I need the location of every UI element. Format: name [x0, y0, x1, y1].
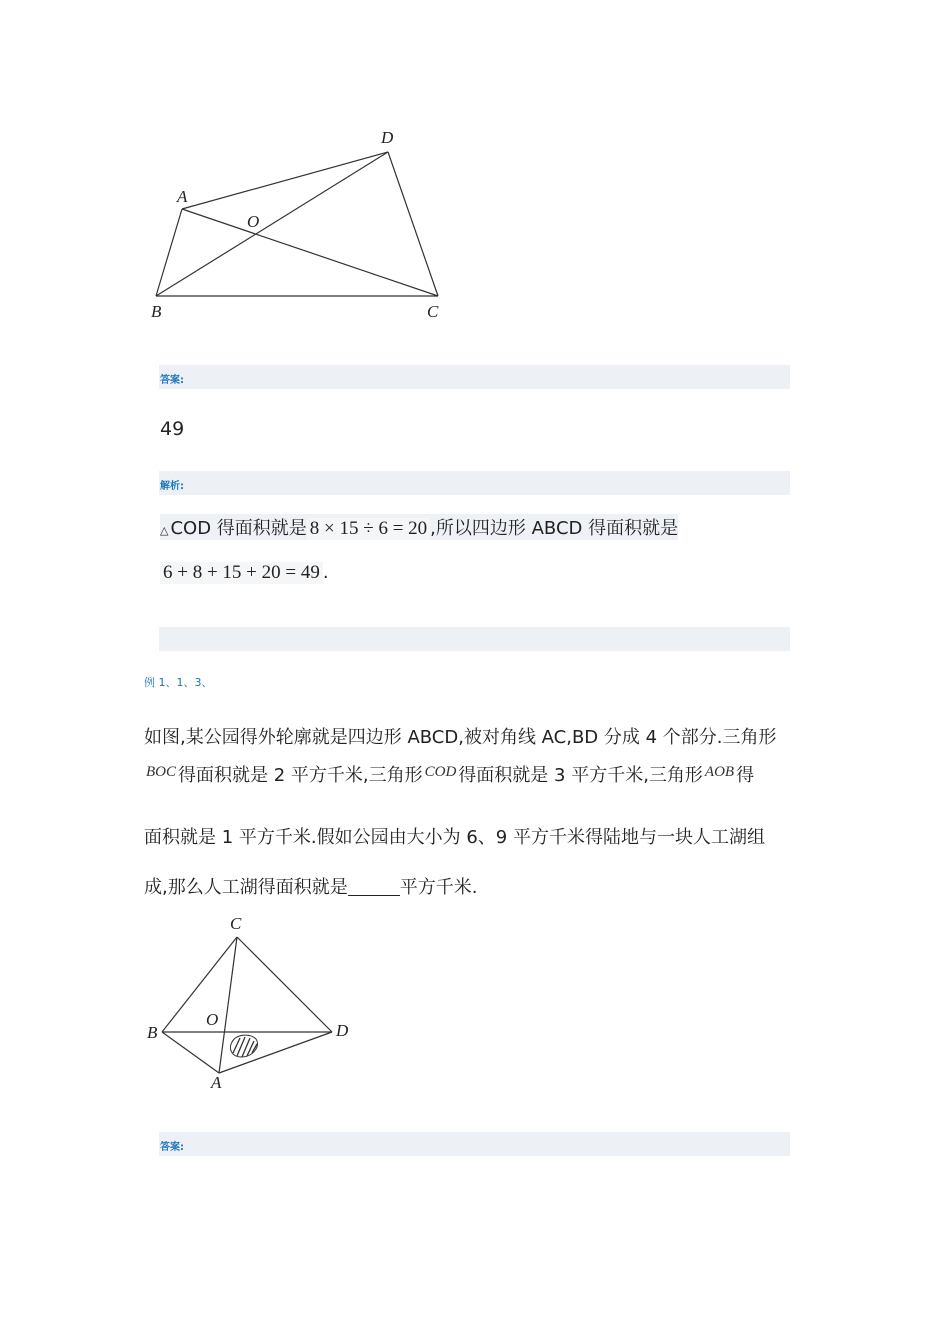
analysis-line-1 [160, 514, 678, 540]
question-line-1: 如图,某公园得外轮廓就是四边形 ABCD,被对角线 AC,BD 分成 4 个部分.三角形 [144, 727, 777, 748]
question-line-2-part-a: 得面积就是 2 平方千米,三角形 [178, 765, 423, 786]
example-number: 例 1、1、3、 [144, 676, 213, 689]
edge-ad [182, 152, 388, 209]
analysis-line-1-suffix: ,所以四边形 ABCD 得面积就是 [430, 518, 679, 539]
analysis-header-label: 解析: [160, 481, 184, 492]
analysis-header-bar [159, 471, 790, 495]
answer-header-label-2: 答案: [160, 1142, 184, 1153]
quadrilateral-figure-1 [140, 120, 470, 330]
label-d: D [381, 128, 394, 147]
empty-section-bar [159, 627, 790, 651]
diagonal-bd [156, 152, 388, 296]
triangle-boc-label: BOC [146, 764, 176, 780]
label-b: B [147, 1023, 158, 1042]
question-line-4-part-a: 成,那么人工湖得面积就是 [144, 877, 348, 898]
analysis-formula-2: 6 + 8 + 15 + 20 = 49 [160, 562, 323, 584]
question-line-3: 面积就是 1 平方千米.假如公园由大小为 6、9 平方千米得陆地与一块人工湖组 [144, 827, 765, 848]
label-b: B [151, 302, 162, 321]
analysis-line-2-end: . [322, 562, 329, 583]
question-line-4 [144, 873, 477, 899]
question-line-2-part-c: 得 [736, 765, 755, 786]
label-a: A [211, 1073, 222, 1092]
triangle-aob-label: AOB [704, 764, 735, 780]
analysis-line-1-prefix: COD 得面积就是 [170, 518, 307, 539]
answer-blank [348, 879, 400, 896]
answer-header-label: 答案: [160, 375, 184, 386]
question-line-4-part-b: 平方千米. [399, 877, 478, 898]
answer-header-bar [159, 365, 790, 389]
question-line-2-part-b: 得面积就是 3 平方千米,三角形 [458, 765, 703, 786]
edge-cd [237, 937, 332, 1032]
triangle-cod-label: COD [424, 764, 457, 780]
question-line-2 [144, 761, 754, 787]
analysis-line-2 [160, 562, 329, 584]
edge-dc [388, 152, 438, 296]
label-c: C [427, 302, 439, 321]
lake-icon [230, 1035, 257, 1057]
label-a: A [177, 187, 188, 206]
answer-header-bar-2 [159, 1132, 790, 1156]
edge-ba [162, 1032, 219, 1073]
analysis-formula-1: 8 × 15 ÷ 6 = 20 [307, 518, 430, 540]
answer-value: 49 [160, 418, 185, 440]
label-c: C [230, 914, 242, 933]
label-d: D [336, 1021, 349, 1040]
diagonal-ac [182, 209, 438, 296]
park-figure-2 [140, 910, 360, 1095]
label-o: O [206, 1010, 219, 1029]
label-o: O [247, 212, 260, 231]
triangle-symbol: △ [160, 524, 169, 537]
